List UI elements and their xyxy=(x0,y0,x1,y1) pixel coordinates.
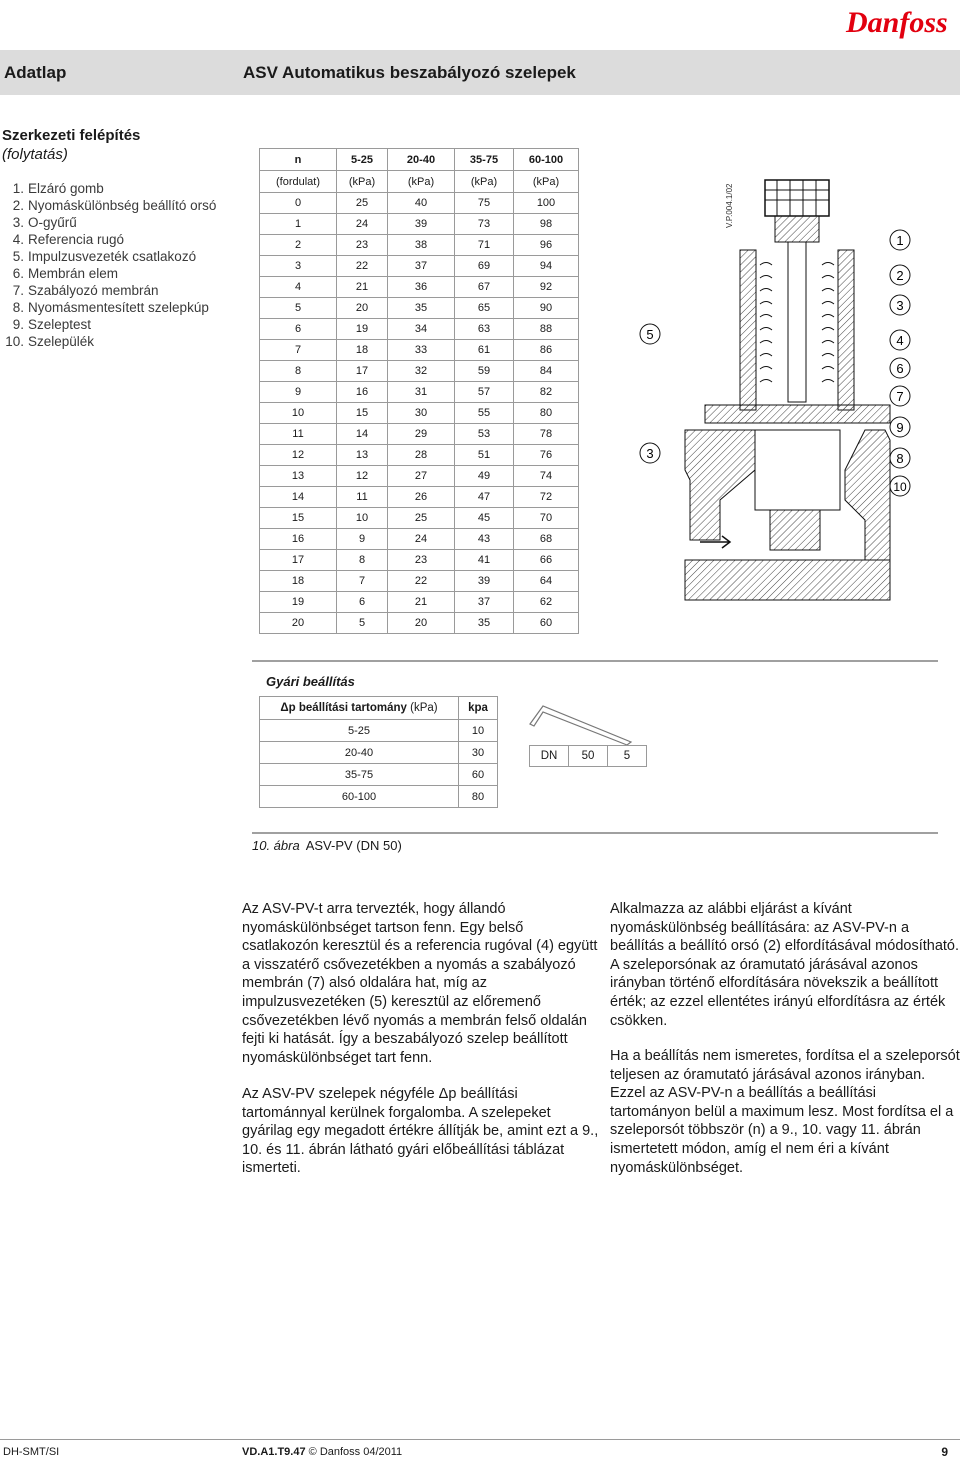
parts-list-number: 10. xyxy=(5,334,24,349)
turns-table-cell: 11 xyxy=(337,487,388,508)
turns-table-cell: 22 xyxy=(337,256,388,277)
callout-3 xyxy=(890,295,910,315)
parts-list-label: Referencia rugó xyxy=(28,232,125,247)
turns-units-row xyxy=(260,171,579,193)
parts-list-item xyxy=(0,231,230,248)
callout-3-body xyxy=(640,443,660,463)
parts-list-item xyxy=(0,265,230,282)
turns-table-cell: 65 xyxy=(455,298,514,319)
figure-label: 10. ábra xyxy=(252,838,300,853)
parts-list-item xyxy=(0,333,230,350)
dn-key: 5 xyxy=(608,746,647,767)
footer-document-code xyxy=(242,1446,402,1458)
factory-setting-title: Gyári beállítás xyxy=(266,674,355,689)
section-label: Adatlap xyxy=(4,63,67,82)
parts-list-number: 8. xyxy=(12,300,24,315)
turns-table-cell: 24 xyxy=(388,529,455,550)
parts-list-item xyxy=(0,197,230,214)
factory-table-cell: 20-40 xyxy=(260,742,459,764)
turns-table-row xyxy=(260,382,579,403)
turns-table-cell: 72 xyxy=(514,487,579,508)
turns-table-cell: 0 xyxy=(260,193,337,214)
turns-table-cell: 21 xyxy=(388,592,455,613)
turns-table-cell: 27 xyxy=(388,466,455,487)
turns-table-cell: 49 xyxy=(455,466,514,487)
turns-table-cell: 38 xyxy=(388,235,455,256)
factory-table-cell: 10 xyxy=(459,720,498,742)
turns-table xyxy=(259,148,579,634)
parts-list-label: Szabályozó membrán xyxy=(28,283,159,298)
turns-table-cell: 5 xyxy=(260,298,337,319)
svg-text:5: 5 xyxy=(646,327,654,342)
factory-table-cell: 35-75 xyxy=(260,764,459,786)
sidebar-subtitle: (folytatás) xyxy=(2,146,68,163)
turns-table-cell: 64 xyxy=(514,571,579,592)
parts-list-number: 7. xyxy=(12,283,24,298)
turns-table-cell: 80 xyxy=(514,403,579,424)
factory-table-cell: 80 xyxy=(459,786,498,808)
turns-table-cell: 57 xyxy=(455,382,514,403)
parts-list-number: 9. xyxy=(12,317,24,332)
footer-rule xyxy=(0,1439,960,1440)
turns-table-cell: 8 xyxy=(260,361,337,382)
parts-list-number: 2. xyxy=(12,198,24,213)
svg-text:6: 6 xyxy=(896,361,904,376)
valve-cross-section-drawing xyxy=(630,170,920,610)
turns-table-cell: 35 xyxy=(455,613,514,634)
turns-table-cell: 7 xyxy=(260,340,337,361)
turns-table-cell: 73 xyxy=(455,214,514,235)
turns-table-cell: 75 xyxy=(455,193,514,214)
factory-table-row xyxy=(260,786,498,808)
hex-key-icon xyxy=(527,702,637,746)
turns-table-cell: 31 xyxy=(388,382,455,403)
callout-6 xyxy=(890,358,910,378)
turns-table-cell: 18 xyxy=(337,340,388,361)
turns-table-cell: 68 xyxy=(514,529,579,550)
turns-table-row xyxy=(260,193,579,214)
turns-header-cell: 20-40 xyxy=(388,149,455,171)
footer-code: VD.A1.T9.47 xyxy=(242,1446,306,1458)
parts-list-number: 4. xyxy=(12,232,24,247)
drawing-code: V.P.004.1/02 xyxy=(725,183,734,228)
turns-table-cell: 84 xyxy=(514,361,579,382)
turns-table-row xyxy=(260,487,579,508)
figure-text: ASV-PV (DN 50) xyxy=(305,838,402,853)
svg-text:Danfoss: Danfoss xyxy=(846,6,948,39)
turns-table-cell: 88 xyxy=(514,319,579,340)
turns-table-row xyxy=(260,340,579,361)
svg-text:7: 7 xyxy=(896,389,904,404)
turns-table-row xyxy=(260,613,579,634)
turns-table-cell: 5 xyxy=(337,613,388,634)
turns-table-cell: 51 xyxy=(455,445,514,466)
turns-table-cell: 96 xyxy=(514,235,579,256)
page-title: ASV Automatikus beszabályozó szelepek xyxy=(243,63,576,82)
turns-table-row xyxy=(260,529,579,550)
factory-header-range xyxy=(260,697,459,720)
turns-table-cell: 19 xyxy=(260,592,337,613)
parts-list-item xyxy=(0,248,230,265)
svg-text:3: 3 xyxy=(896,298,904,313)
turns-table-cell: 9 xyxy=(337,529,388,550)
turns-table-row xyxy=(260,319,579,340)
turns-header-cell: 35-75 xyxy=(455,149,514,171)
membrane-element xyxy=(755,430,840,510)
turns-table-cell: 55 xyxy=(455,403,514,424)
svg-text:2: 2 xyxy=(896,268,904,283)
turns-table-cell: 19 xyxy=(337,319,388,340)
parts-list-label: Impulzusvezeték csatlakozó xyxy=(28,249,197,264)
turns-table-row xyxy=(260,298,579,319)
turns-table-row xyxy=(260,256,579,277)
svg-text:3: 3 xyxy=(646,446,654,461)
body-paragraph: Az ASV-PV szelepek négyféle Δp beállítási tartománnyal kerülnek forgalomba. A szelepeket gyárilag egy megadott értékre állítják be, amint ezt a 9., 10. és 11. ábrán látható gyári előbeállítási táblázat ismerteti. xyxy=(242,1086,599,1177)
turns-table-cell: 66 xyxy=(514,550,579,571)
body-paragraph: Alkalmazza az alábbi eljárást a kívánt nyomáskülönbség beállítására: az ASV-PV-n a beállítás a beállító orsó (2) elfordításával módosítható. A szeleporsónak az óramutató járásával azonos irányban történő elfordítására növekszik a beállított érték; az ezzel ellentétes irányú elfordításra az érték csökken. xyxy=(610,901,959,1029)
turns-header-cell: n xyxy=(260,149,337,171)
factory-header-row xyxy=(260,697,498,720)
turns-table-cell: 7 xyxy=(337,571,388,592)
turns-unit-cell: (kPa) xyxy=(514,171,579,193)
turns-table-cell: 3 xyxy=(260,256,337,277)
turns-table-cell: 20 xyxy=(337,298,388,319)
turns-table-cell: 29 xyxy=(388,424,455,445)
turns-table-cell: 4 xyxy=(260,277,337,298)
svg-text:1: 1 xyxy=(896,233,904,248)
control-diaphragm xyxy=(705,405,890,423)
parts-list-label: Elzáró gomb xyxy=(28,181,104,196)
turns-table-cell: 41 xyxy=(455,550,514,571)
turns-table-row xyxy=(260,403,579,424)
turns-unit-cell: (kPa) xyxy=(388,171,455,193)
factory-header-range-unit: (kPa) xyxy=(410,702,438,714)
turns-table-cell: 82 xyxy=(514,382,579,403)
turns-table-cell: 100 xyxy=(514,193,579,214)
dn-size: 50 xyxy=(569,746,608,767)
factory-table-cell: 30 xyxy=(459,742,498,764)
parts-list-item xyxy=(0,299,230,316)
turns-table-row xyxy=(260,445,579,466)
turns-unit-cell: (kPa) xyxy=(337,171,388,193)
callout-2 xyxy=(890,265,910,285)
factory-setting-table xyxy=(259,696,498,808)
turns-table-cell: 15 xyxy=(337,403,388,424)
turns-table-cell: 9 xyxy=(260,382,337,403)
figure-caption xyxy=(252,838,402,853)
dn-table xyxy=(529,745,647,767)
parts-list-label: Nyomásmentesített szelepkúp xyxy=(28,300,209,315)
turns-table-row xyxy=(260,424,579,445)
parts-list-label: Nyomáskülönbség beállító orsó xyxy=(28,198,217,213)
turns-table-cell: 25 xyxy=(388,508,455,529)
sidebar-title: Szerkezeti felépítés xyxy=(2,127,141,144)
turns-table-cell: 6 xyxy=(260,319,337,340)
turns-table-cell: 6 xyxy=(337,592,388,613)
svg-text:9: 9 xyxy=(896,420,904,435)
turns-table-cell: 63 xyxy=(455,319,514,340)
parts-list-item xyxy=(0,214,230,231)
turns-table-cell: 86 xyxy=(514,340,579,361)
turns-table-cell: 67 xyxy=(455,277,514,298)
turns-table-cell: 13 xyxy=(337,445,388,466)
danfoss-logo xyxy=(842,2,954,42)
turns-table-row xyxy=(260,466,579,487)
turns-table-cell: 11 xyxy=(260,424,337,445)
turns-table-row xyxy=(260,508,579,529)
turns-table-cell: 60 xyxy=(514,613,579,634)
turns-table-cell: 1 xyxy=(260,214,337,235)
turns-table-cell: 69 xyxy=(455,256,514,277)
turns-table-cell: 8 xyxy=(337,550,388,571)
parts-list-number: 5. xyxy=(12,249,24,264)
turns-table-cell: 37 xyxy=(388,256,455,277)
turns-table-cell: 23 xyxy=(337,235,388,256)
turns-table-cell: 20 xyxy=(388,613,455,634)
turns-table-row xyxy=(260,571,579,592)
svg-text:4: 4 xyxy=(896,333,904,348)
callout-5 xyxy=(640,324,660,344)
footer-department: DH-SMT/SI xyxy=(3,1446,60,1458)
turns-table-cell: 94 xyxy=(514,256,579,277)
turns-table-cell: 98 xyxy=(514,214,579,235)
turns-table-cell: 32 xyxy=(388,361,455,382)
turns-table-row xyxy=(260,277,579,298)
turns-table-cell: 35 xyxy=(388,298,455,319)
factory-header-value: kpa xyxy=(459,697,498,720)
turns-table-cell: 22 xyxy=(388,571,455,592)
turns-table-cell: 2 xyxy=(260,235,337,256)
parts-list-number: 6. xyxy=(12,266,24,281)
turns-table-cell: 10 xyxy=(337,508,388,529)
callout-10 xyxy=(890,476,910,496)
turns-table-cell: 16 xyxy=(260,529,337,550)
turns-table-cell: 39 xyxy=(455,571,514,592)
svg-text:8: 8 xyxy=(896,451,904,466)
dn-label: DN xyxy=(530,746,569,767)
svg-text:10: 10 xyxy=(893,480,907,494)
turns-table-cell: 92 xyxy=(514,277,579,298)
turns-table-cell: 36 xyxy=(388,277,455,298)
turns-table-cell: 71 xyxy=(455,235,514,256)
turns-table-cell: 20 xyxy=(260,613,337,634)
turns-table-cell: 37 xyxy=(455,592,514,613)
turns-table-cell: 62 xyxy=(514,592,579,613)
turns-table-row xyxy=(260,550,579,571)
spindle xyxy=(788,242,806,402)
parts-list-item xyxy=(0,316,230,333)
turns-header-cell: 5-25 xyxy=(337,149,388,171)
turns-table-cell: 30 xyxy=(388,403,455,424)
turns-table-cell: 25 xyxy=(337,193,388,214)
turns-table-row xyxy=(260,214,579,235)
turns-table-cell: 70 xyxy=(514,508,579,529)
turns-header-row xyxy=(260,149,579,171)
parts-list-number: 3. xyxy=(12,215,24,230)
body-paragraph: Az ASV-PV-t arra tervezték, hogy állandó nyomáskülönbséget tartson fenn. Egy belső csatlakozón keresztül és a referencia rugóval (4) együtt a visszatérő csővezetékben a nyomás a szabályozó membrán (7) alsó oldalára hat, míg az impulzusvezetéken (5) keresztül az előremenő csővezetékben lévő nyomás a membrán felső oldalán fejti ki hatását. Így a beszabályozó szelep beállított nyomáskülönbséget tart fenn. xyxy=(242,901,598,1066)
turns-table-cell: 33 xyxy=(388,340,455,361)
shutoff-knob xyxy=(765,180,829,242)
factory-table-row xyxy=(260,720,498,742)
turns-table-cell: 74 xyxy=(514,466,579,487)
parts-list-label: Membrán elem xyxy=(28,266,119,281)
turns-table-cell: 12 xyxy=(337,466,388,487)
turns-table-cell: 12 xyxy=(260,445,337,466)
turns-table-row xyxy=(260,235,579,256)
dn-row xyxy=(530,746,647,767)
turns-table-cell: 17 xyxy=(260,550,337,571)
factory-table-row xyxy=(260,764,498,786)
parts-list-label: Szeleptest xyxy=(28,317,92,332)
turns-table-cell: 43 xyxy=(455,529,514,550)
callout-4 xyxy=(890,330,910,350)
parts-list-number: 1. xyxy=(12,181,24,196)
parts-list-item xyxy=(0,282,230,299)
turns-table-cell: 76 xyxy=(514,445,579,466)
turns-table-cell: 16 xyxy=(337,382,388,403)
turns-table-cell: 90 xyxy=(514,298,579,319)
turns-table-cell: 28 xyxy=(388,445,455,466)
callout-9 xyxy=(890,417,910,437)
turns-table-cell: 17 xyxy=(337,361,388,382)
factory-header-range-label: Δp beállítási tartomány xyxy=(280,702,407,714)
turns-table-cell: 14 xyxy=(260,487,337,508)
turns-unit-cell: (kPa) xyxy=(455,171,514,193)
turns-table-cell: 26 xyxy=(388,487,455,508)
turns-table-cell: 47 xyxy=(455,487,514,508)
turns-unit-cell: (fordulat) xyxy=(260,171,337,193)
turns-table-cell: 14 xyxy=(337,424,388,445)
turns-table-cell: 45 xyxy=(455,508,514,529)
turns-table-cell: 23 xyxy=(388,550,455,571)
turns-table-cell: 18 xyxy=(260,571,337,592)
turns-table-row xyxy=(260,361,579,382)
turns-table-cell: 21 xyxy=(337,277,388,298)
turns-table-cell: 10 xyxy=(260,403,337,424)
valve-cone xyxy=(770,510,820,550)
turns-table-cell: 61 xyxy=(455,340,514,361)
factory-table-cell: 5-25 xyxy=(260,720,459,742)
turns-table-cell: 39 xyxy=(388,214,455,235)
callout-8 xyxy=(890,448,910,468)
parts-list xyxy=(0,180,230,350)
turns-table-cell: 15 xyxy=(260,508,337,529)
turns-header-cell: 60-100 xyxy=(514,149,579,171)
parts-list-item xyxy=(0,180,230,197)
turns-table-cell: 13 xyxy=(260,466,337,487)
page-number: 9 xyxy=(941,1445,948,1459)
turns-table-cell: 40 xyxy=(388,193,455,214)
callout-1 xyxy=(890,230,910,250)
callout-7 xyxy=(890,386,910,406)
turns-table-cell: 34 xyxy=(388,319,455,340)
turns-table-row xyxy=(260,592,579,613)
turns-table-cell: 24 xyxy=(337,214,388,235)
factory-table-row xyxy=(260,742,498,764)
parts-list-label: O-gyűrű xyxy=(28,215,77,230)
parts-list-label: Szelepülék xyxy=(28,334,95,349)
footer-copyright: © Danfoss 04/2011 xyxy=(308,1446,403,1458)
body-paragraph: Ha a beállítás nem ismeretes, fordítsa el a szeleporsót teljesen az óramutató járásával azonos irányban. Ezzel az ASV-PV-n a beállítás a beállítási tartományon belül a maximum lesz. Most fordítsa el a szeleporsót többször (n) a 9., 10. vagy 11. ábrán ismertetett módon, amíg el nem éri a kívánt nyomáskülönbséget. xyxy=(610,1048,960,1176)
turns-table-cell: 78 xyxy=(514,424,579,445)
factory-table-cell: 60-100 xyxy=(260,786,459,808)
factory-table-cell: 60 xyxy=(459,764,498,786)
turns-table-cell: 53 xyxy=(455,424,514,445)
turns-table-cell: 59 xyxy=(455,361,514,382)
